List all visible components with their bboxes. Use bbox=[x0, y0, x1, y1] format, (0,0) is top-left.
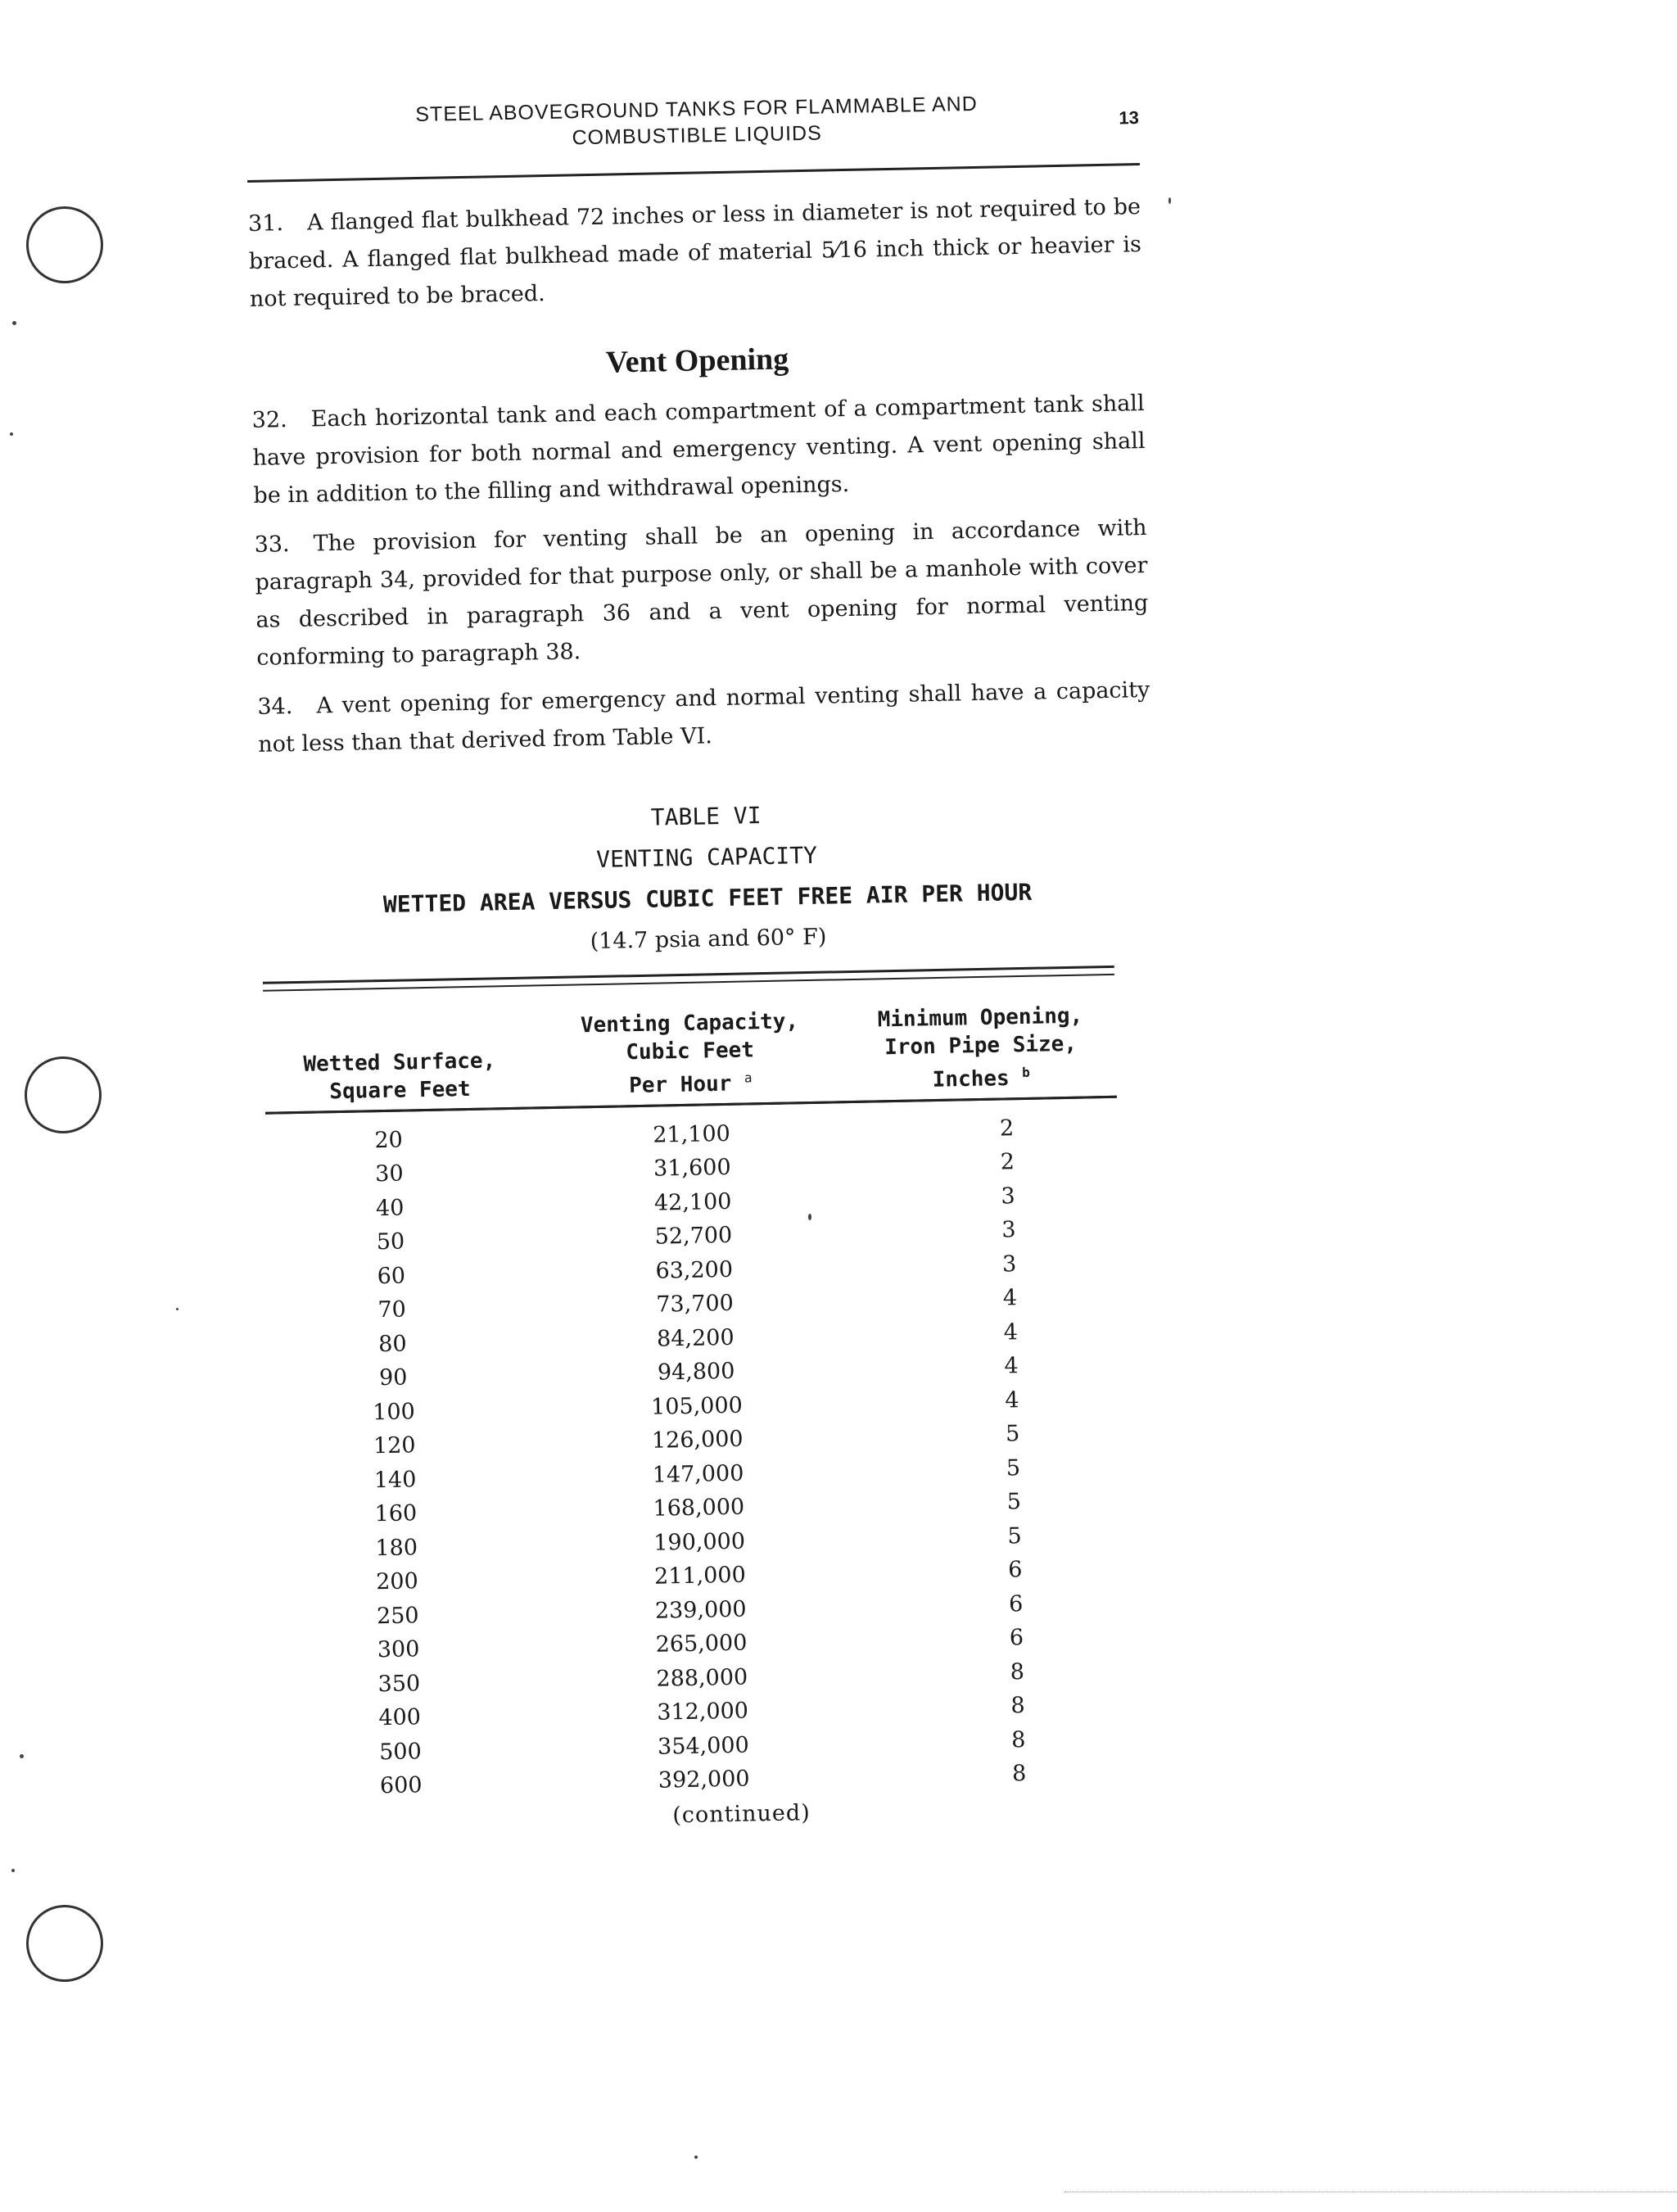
header-title-line1: STEEL ABOVEGROUND TANKS FOR FLAMMABLE AND bbox=[415, 92, 979, 127]
table-header-row bbox=[263, 990, 1116, 1113]
cell-minimum-opening: 8 bbox=[1011, 1761, 1027, 1787]
cell-wetted-surface: 250 bbox=[376, 1602, 419, 1629]
punch-hole-bottom bbox=[26, 1905, 103, 1982]
cell-wetted-surface: 300 bbox=[377, 1636, 420, 1663]
punch-hole-top bbox=[26, 206, 103, 283]
column-header-wetted-surface: Wetted Surface, Square Feet bbox=[263, 1001, 535, 1112]
cell-minimum-opening: 5 bbox=[1006, 1454, 1021, 1481]
cell-minimum-opening: 6 bbox=[1007, 1557, 1023, 1583]
cell-venting-capacity: 265,000 bbox=[655, 1630, 748, 1658]
cell-venting-capacity: 147,000 bbox=[652, 1460, 744, 1488]
header-title-line2: COMBUSTIBLE LIQUIDS bbox=[572, 121, 822, 150]
cell-venting-capacity: 63,200 bbox=[655, 1256, 734, 1284]
cell-venting-capacity: 31,600 bbox=[653, 1155, 731, 1182]
cell-wetted-surface: 400 bbox=[378, 1704, 422, 1731]
scan-speck bbox=[808, 1214, 811, 1220]
cell-wetted-surface: 90 bbox=[378, 1364, 408, 1391]
cell-wetted-surface: 140 bbox=[373, 1466, 417, 1493]
cell-wetted-surface: 180 bbox=[375, 1534, 418, 1561]
table-subtitle: WETTED AREA VERSUS CUBIC FEET FREE AIR PER HOUR bbox=[382, 878, 1033, 918]
cell-wetted-surface: 100 bbox=[372, 1398, 416, 1425]
paragraph-number: 31. bbox=[247, 210, 284, 237]
cell-minimum-opening: 6 bbox=[1009, 1625, 1024, 1651]
footnote-marker: b bbox=[1021, 1064, 1030, 1081]
cell-wetted-surface: 500 bbox=[378, 1738, 423, 1765]
cell-venting-capacity: 73,700 bbox=[656, 1290, 735, 1318]
cell-venting-capacity: 52,700 bbox=[654, 1223, 733, 1250]
paragraph-32 bbox=[251, 385, 1146, 515]
scan-speck bbox=[11, 1869, 15, 1872]
cell-minimum-opening: 5 bbox=[1007, 1522, 1022, 1549]
cell-minimum-opening: 8 bbox=[1010, 1658, 1025, 1685]
cell-minimum-opening: 4 bbox=[1004, 1353, 1019, 1379]
cell-venting-capacity: 21,100 bbox=[653, 1120, 731, 1148]
table-continued-note: (continued) bbox=[672, 1799, 811, 1829]
cell-minimum-opening: 5 bbox=[1006, 1489, 1022, 1515]
paragraph-text: A vent opening for emergency and normal venting shall have a capacity not less than that derived from Table VI. bbox=[258, 676, 1150, 758]
cell-venting-capacity: 354,000 bbox=[657, 1732, 750, 1760]
paragraph-31 bbox=[248, 188, 1142, 319]
cell-wetted-surface: 600 bbox=[379, 1772, 423, 1799]
cell-wetted-surface: 200 bbox=[375, 1568, 419, 1595]
paragraph-text: The provision for venting shall be an opening in accordance with paragraph 34, provided for that purpose only, or shall be a manhole with cover as described in paragraph 36 and a vent opening for normal venting conforming to paragraph 38. bbox=[255, 514, 1149, 671]
paragraph-number: 34. bbox=[257, 694, 293, 720]
running-header-title bbox=[385, 90, 1008, 155]
cell-venting-capacity: 84,200 bbox=[656, 1324, 735, 1352]
cell-venting-capacity: 126,000 bbox=[651, 1426, 744, 1454]
cell-wetted-surface: 20 bbox=[374, 1127, 404, 1153]
page-number: 13 bbox=[1119, 107, 1140, 129]
scan-speck bbox=[694, 2155, 698, 2159]
cell-minimum-opening: 5 bbox=[1005, 1421, 1020, 1447]
section-heading: Vent Opening bbox=[605, 342, 789, 380]
scan-speck bbox=[12, 321, 16, 325]
column-header-venting-capacity: Venting Capacity, Cubic Feet Per Hour $^a$ bbox=[533, 995, 846, 1107]
scan-speck bbox=[176, 1308, 179, 1310]
paragraph-34 bbox=[257, 672, 1151, 764]
cell-wetted-surface: 30 bbox=[374, 1160, 404, 1187]
paragraph-number: 33. bbox=[254, 532, 290, 558]
cell-wetted-surface: 70 bbox=[377, 1296, 407, 1323]
cell-wetted-surface: 160 bbox=[374, 1500, 418, 1527]
footnote-marker: a bbox=[744, 1070, 753, 1086]
cell-venting-capacity: 168,000 bbox=[653, 1494, 745, 1522]
cell-minimum-opening: 2 bbox=[1000, 1149, 1015, 1175]
cell-minimum-opening: 8 bbox=[1010, 1693, 1025, 1719]
paragraph-33 bbox=[254, 509, 1149, 677]
cell-minimum-opening: 3 bbox=[1001, 1183, 1015, 1210]
venting-capacity-table bbox=[263, 990, 1130, 1805]
cell-wetted-surface: 120 bbox=[373, 1432, 416, 1459]
cell-minimum-opening: 4 bbox=[1002, 1285, 1018, 1311]
paragraph-number: 32. bbox=[251, 407, 287, 433]
cell-minimum-opening: 8 bbox=[1010, 1726, 1026, 1753]
cell-minimum-opening: 6 bbox=[1008, 1590, 1024, 1617]
cell-minimum-opening: 3 bbox=[1001, 1251, 1017, 1278]
page-content bbox=[246, 73, 1172, 1835]
cell-wetted-surface: 40 bbox=[375, 1195, 405, 1221]
paragraph-text: Each horizontal tank and each compartment of a compartment tank shall have provision for both normal and emergency venting. A vent opening shall be in addition to the filling and withdrawal openings. bbox=[252, 391, 1146, 509]
cell-venting-capacity: 239,000 bbox=[654, 1596, 747, 1624]
cell-venting-capacity: 312,000 bbox=[657, 1698, 749, 1726]
scan-speck bbox=[1168, 197, 1171, 204]
table-conditions: (14.7 psia and 60° F) bbox=[590, 924, 827, 955]
cell-venting-capacity: 94,800 bbox=[657, 1358, 735, 1386]
cell-wetted-surface: 50 bbox=[376, 1228, 405, 1255]
cell-venting-capacity: 288,000 bbox=[656, 1664, 748, 1692]
table-title: VENTING CAPACITY bbox=[595, 841, 818, 873]
cell-minimum-opening: 2 bbox=[999, 1115, 1015, 1142]
cell-wetted-surface: 60 bbox=[377, 1263, 406, 1289]
cell-venting-capacity: 105,000 bbox=[650, 1392, 744, 1420]
paragraph-text: A flanged flat bulkhead 72 inches or less in diameter is not required to be braced. A flanged flat bulkhead made of material 5⁄16 inch thick or heavier is not required to be braced. bbox=[248, 194, 1142, 312]
cell-minimum-opening: 3 bbox=[1001, 1217, 1016, 1243]
cell-wetted-surface: 350 bbox=[377, 1670, 421, 1697]
table-top-rule bbox=[263, 966, 1114, 992]
column-header-minimum-opening: Minimum Opening, Iron Pipe Size, Inches $^b$ bbox=[844, 990, 1116, 1101]
punch-hole-middle bbox=[25, 1056, 102, 1133]
table-label: TABLE VI bbox=[650, 802, 762, 831]
cell-venting-capacity: 42,100 bbox=[653, 1188, 732, 1216]
scan-speck bbox=[20, 1754, 24, 1758]
running-header bbox=[246, 73, 1140, 183]
cell-venting-capacity: 392,000 bbox=[658, 1766, 750, 1794]
cell-venting-capacity: 211,000 bbox=[653, 1562, 747, 1590]
scan-speck bbox=[10, 432, 13, 436]
table-body bbox=[265, 1097, 1130, 1805]
cell-minimum-opening: 4 bbox=[1004, 1386, 1019, 1414]
cell-venting-capacity: 190,000 bbox=[653, 1528, 746, 1556]
cell-minimum-opening: 4 bbox=[1003, 1319, 1019, 1346]
cell-wetted-surface: 80 bbox=[377, 1331, 407, 1357]
